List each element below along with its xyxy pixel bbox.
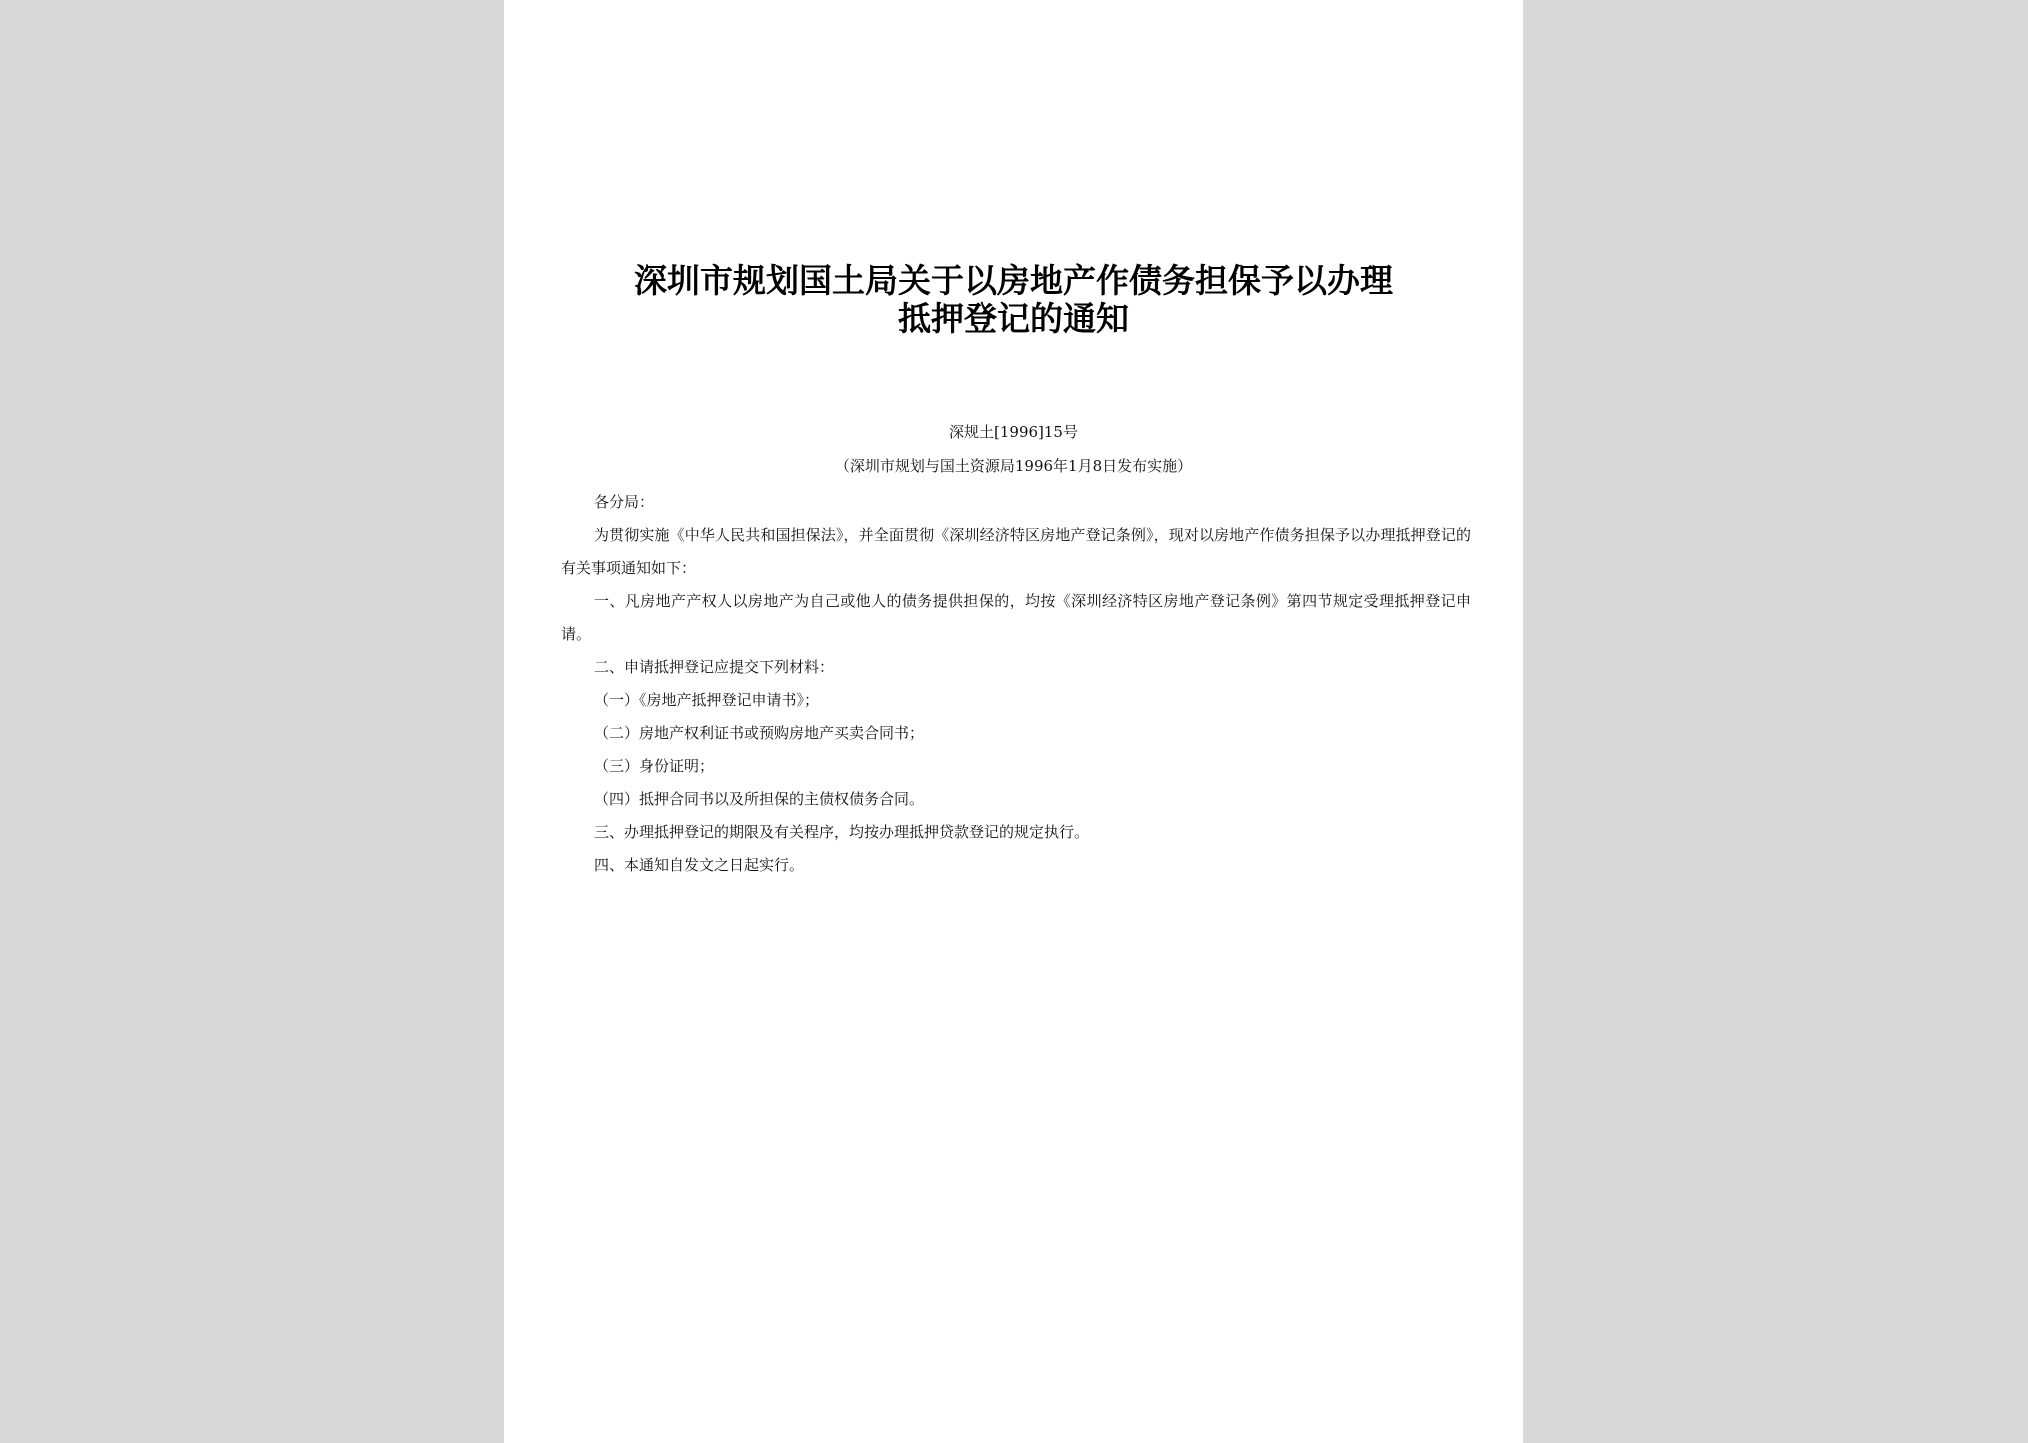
sub-item-1: （一）《房地产抵押登记申请书》； xyxy=(594,691,820,709)
paragraph-intro: 为贯彻实施《中华人民共和国担保法》，并全面贯彻《深圳经济特区房地产登记条例》，现对以房地产作债务担保予以办理抵押登记的有关事项通知如下： xyxy=(561,526,1471,577)
sub-item-4: （四）抵押合同书以及所担保的主债权债务合同。 xyxy=(594,790,925,808)
title-line-2: 抵押登记的通知 xyxy=(898,299,1129,338)
sub-item-3: （三）身份证明； xyxy=(594,757,715,775)
salutation: 各分局： xyxy=(594,493,655,511)
document-title xyxy=(504,262,1523,338)
paragraph-item-3: 三、办理抵押登记的期限及有关程序，均按办理抵押贷款登记的规定执行。 xyxy=(594,823,1090,841)
paragraph-item-1: 一、凡房地产产权人以房地产为自己或他人的债务提供担保的，均按《深圳经济特区房地产登记条例》第四节规定受理抵押登记申请。 xyxy=(561,592,1471,643)
paragraph-item-4: 四、本通知自发文之日起实行。 xyxy=(594,856,805,874)
document-number: 深规土[1996]15号 xyxy=(949,423,1078,441)
paragraph-item-2: 二、申请抵押登记应提交下列材料： xyxy=(594,658,835,676)
document-page xyxy=(504,0,1523,1443)
sub-item-2: （二）房地产权利证书或预购房地产买卖合同书； xyxy=(594,724,925,742)
issuance-note: （深圳市规划与国土资源局1996年1月8日发布实施） xyxy=(834,457,1193,475)
document-body xyxy=(561,486,1471,882)
title-line-1: 深圳市规划国土局关于以房地产作债务担保予以办理 xyxy=(634,261,1393,300)
